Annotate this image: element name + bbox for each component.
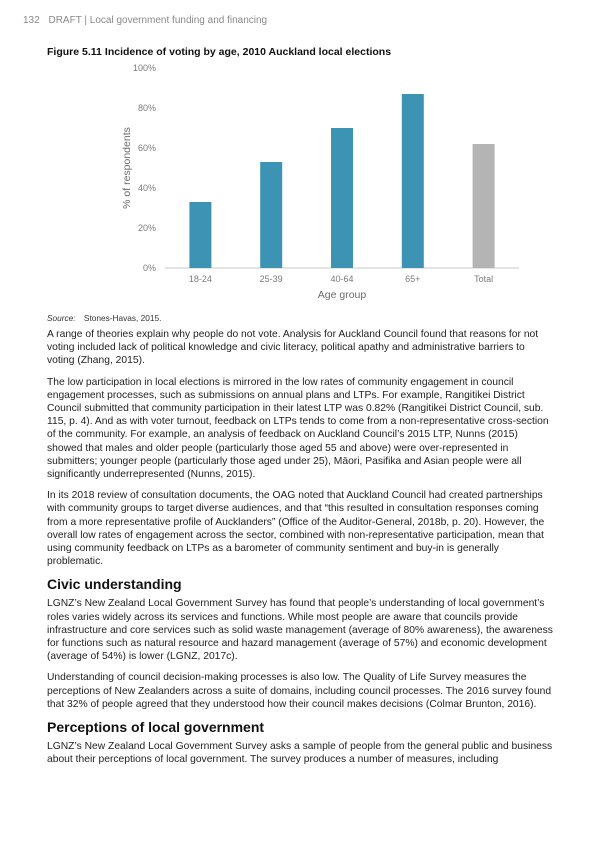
- body-text: [47, 328, 553, 774]
- figure-source: [47, 313, 161, 323]
- section-heading: Perceptions of local government: [47, 719, 265, 736]
- section-heading: Civic understanding: [47, 576, 182, 593]
- bar-40-64: [331, 128, 353, 268]
- paragraph: In its 2018 review of consultation documents, the OAG noted that Auckland Council had created partnerships with community groups to target diverse audiences, and that “this resulted in consultation responses coming from a more representative profile of Aucklanders” (Office of the Auditor-General, 2018b, p. 20). However, the overall low rates of engagement across the sector, combined with non-representative participation, mean that using community feedback on LTPs as a barometer of community sentiment and buy-in is generally problematic.: [47, 490, 545, 568]
- bar-18-24: [189, 202, 211, 268]
- paragraph: The low participation in local elections is mirrored in the low rates of community engagement in council engagement processes, such as submissions on annual plans and LTPs. For example, Rangitikei District Council submitted that community participation in their latest LTP was 0.82% (Rangitikei District Council, sub. 115, p. 4). And as with voter turnout, feedback on LTPs tends to come from a non-representative cross-section of the community. For example, an analysis of feedback on Auckland Council’s 2015 LTP, Nunns (2015) showed that males and older people (particularly those aged 55 and above) were over-represented in submitters; younger people (particularly those aged under 25), Māori, Pasifika and Asian people were all significantly underrepresented (Nunns, 2015).: [47, 376, 549, 481]
- bar-chart: [108, 58, 528, 303]
- x-tick-label: 40-64: [330, 274, 354, 284]
- y-tick-label: 80%: [137, 103, 156, 113]
- figure-title: [47, 46, 391, 58]
- x-axis-label: Age group: [317, 289, 367, 301]
- paragraph: Understanding of council decision-making processes is also low. The Quality of Life Survey measures the perceptions of New Zealanders across a suite of domains, including council processes. The 2016 survey found that 32% of people agreed that they understood how their council makes decisions (Colmar Brunton, 2016).: [47, 672, 552, 710]
- bar-Total: [473, 144, 495, 268]
- x-tick-label: 25-39: [259, 274, 283, 284]
- figure-number: Figure 5.11: [47, 46, 102, 58]
- x-tick-label: 65+: [405, 274, 421, 284]
- y-tick-label: 0%: [142, 263, 156, 273]
- y-axis-label: % of respondents: [121, 127, 133, 209]
- paragraph: LGNZ’s New Zealand Local Government Survey asks a sample of people from the general public and business about their perceptions of local government. The survey produces a number of measures, including: [47, 741, 553, 766]
- x-tick-label: 18-24: [188, 274, 212, 284]
- y-tick-label: 100%: [132, 63, 156, 73]
- y-tick-label: 40%: [137, 183, 156, 193]
- bar-65+: [402, 94, 424, 268]
- page-number: 132: [23, 15, 40, 26]
- y-tick-label: 20%: [137, 223, 156, 233]
- figure-caption: Incidence of voting by age, 2010 Auckland local elections: [104, 46, 392, 58]
- y-tick-label: 60%: [137, 143, 156, 153]
- x-tick-label: Total: [474, 274, 494, 284]
- running-title: DRAFT | Local government funding and financing: [48, 15, 268, 26]
- running-header: [23, 15, 267, 26]
- source-label: Source:: [47, 313, 76, 323]
- paragraph: A range of theories explain why people do not vote. Analysis for Auckland Council found that reasons for not voting included lack of political knowledge and civic literacy, political apathy and administrative barriers to voting (Zhang, 2015).: [47, 329, 539, 367]
- paragraph: LGNZ’s New Zealand Local Government Survey has found that people’s understanding of local government’s roles varies widely across its services and functions. While most people are aware that councils provide infrastructure and core services such as solid waste management (average of 80% awareness), the awareness for functions such as natural resource and hazard management (average of 57%) and economic development (average of 54%) is lower (LGNZ, 2017c).: [47, 598, 553, 663]
- source-text: Stones-Havas, 2015.: [83, 313, 162, 323]
- bar-25-39: [260, 162, 282, 268]
